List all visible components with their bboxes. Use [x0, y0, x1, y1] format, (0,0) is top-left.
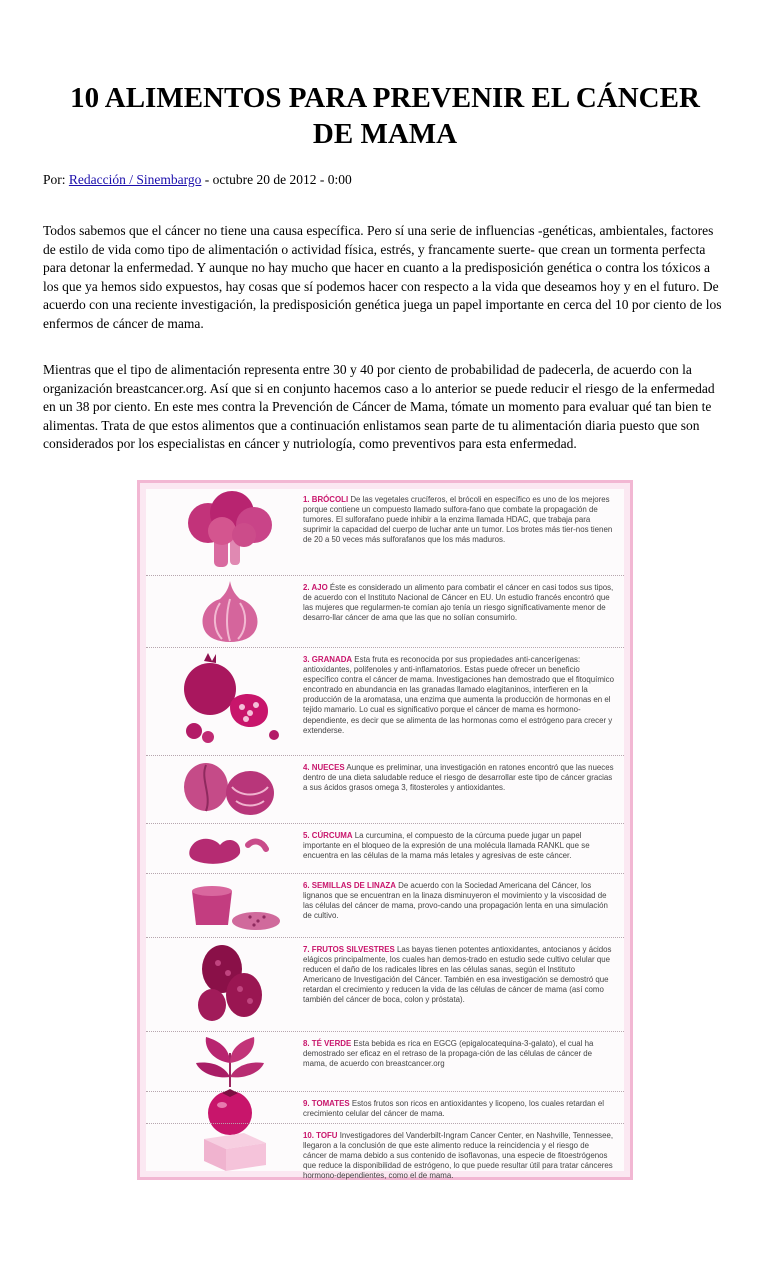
food-item-tomates	[146, 1093, 624, 1121]
food-description	[303, 1131, 614, 1181]
food-heading: 6. SEMILLAS DE LINAZA	[303, 881, 396, 890]
food-text: Esta fruta es reconocida por sus propiedades anti-cancerígenas: antioxidantes, polifenoles y anti-inflamatorios. Estas puede ofrecer un beneficio específico contra el cáncer de mama. Investigaciones han demostrado que el fitoquímico encontrado en abundancia en las granadas llamado elagitaninos, interfieren en la producción de la aromatasa, una enzima que aumenta la producción de hormonas en el tejido mamario. Lo cual es significativo porque el cáncer de mama es hormono-dependiente, es decir que se alimenta de las hormonas como el estrógeno para crecer y extenderse.	[303, 655, 614, 735]
food-heading: 8. TÉ VERDE	[303, 1039, 352, 1048]
article-title	[40, 80, 730, 152]
flaxseed-icon	[170, 875, 290, 935]
intro-paragraph: Todos sabemos que el cáncer no tiene una causa específica. Pero sí una serie de influencias -genéticas, ambientales, factores de estilo de vida como tipo de alimentación o actividad física, estrés, y francamente suerte- que crean un tormenta perfecta para detonar la enfermedad. Y aunque no hay mucho que hacer en cuanto a la predisposición genética o contra los tóxicos a los que ya hemos sido expuestos, hay cosas que sí podemos hacer con respecto a la vida que deseamos hoy y en el futuro. De acuerdo con una reciente investigación, la predisposición genética juega un papel importante en cerca del 10 por ciento de los enfermos de cáncer de mama.	[43, 223, 722, 331]
title-line-1: 10 ALIMENTOS PARA PREVENIR EL CÁNCER	[70, 82, 700, 114]
tomato-icon	[170, 1093, 290, 1121]
food-item-frutos-silvestres	[146, 939, 624, 1029]
food-text: Las bayas tienen potentes antioxidantes, antocianos y ácidos elágicos principalmente, los cuales han demos-trado en estudio sede cultivo celular que reducen el daño de los radicales libres en las células sanas, según el Instituto Americano de Investigación del Cáncer. También en esa investigación se demostró que retardan el crecimiento y reducen la vida de las células de cáncer de mama (así como también del cáncer de boca, colon y próstata).	[303, 945, 612, 1005]
food-item-ajo	[146, 577, 624, 645]
infographic-panel	[146, 489, 624, 1181]
food-description	[303, 831, 614, 861]
food-description	[303, 1099, 614, 1119]
divider	[146, 647, 624, 648]
food-heading: 7. FRUTOS SILVESTRES	[303, 945, 395, 954]
divider	[146, 575, 624, 576]
author-link[interactable]: Redacción / Sinembargo	[68, 172, 202, 187]
byline	[43, 171, 352, 189]
title-line-2: DE MAMA	[312, 118, 458, 150]
food-description	[303, 1039, 614, 1069]
food-text: Esta bebida es rica en EGCG (epigalocatequina-3-galato), el cual ha demostrado ser eficaz en el retraso de la propaga-ción de las células de cáncer de mama, de acuerdo con breastcancer.org	[303, 1039, 594, 1069]
divider	[146, 755, 624, 756]
food-heading: 10. TOFU	[303, 1131, 338, 1140]
food-item-nueces	[146, 757, 624, 821]
tofu-icon	[170, 1125, 290, 1177]
food-description	[303, 583, 614, 623]
berries-icon	[170, 939, 290, 1029]
pomegranate-icon	[170, 649, 290, 753]
food-item-te-verde	[146, 1033, 624, 1089]
byline-prefix: Por:	[43, 172, 69, 187]
food-heading: 9. TOMATES	[303, 1099, 350, 1108]
food-item-linaza	[146, 875, 624, 935]
food-item-curcuma	[146, 825, 624, 871]
food-description	[303, 655, 614, 736]
turmeric-icon	[170, 825, 290, 871]
food-description	[303, 945, 614, 1006]
food-text: Estos frutos son ricos en antioxidantes y licopeno, los cuales retardan el crecimiento celular del cáncer de mama.	[303, 1099, 605, 1119]
food-text: Investigadores del Vanderbilt-Ingram Cancer Center, en Nashville, Tennessee, llegaron a la conclusión de que este alimento reduce la reincidencia y el riesgo de cáncer de mama debido a sus contenido de isoflavonas, una especie de fitoestrógenos que reduce la disponibilidad de estrógeno, lo que puede resultar útil para tratar cánceres hormono-dependientes, como el de mama.	[303, 1131, 614, 1181]
food-heading: 3. GRANADA	[303, 655, 353, 664]
food-text: Aunque es preliminar, una investigación en ratones encontró que las nueces dentro de una dieta saludable reduce el riesgo de desarrollar este tipo de cáncer gracias a sus ácidos grasos omega 3, fitosteroles y antioxidantes.	[303, 763, 614, 793]
food-heading: 1. BRÓCOLI	[303, 495, 349, 504]
second-paragraph: Mientras que el tipo de alimentación representa entre 30 y 40 por ciento de probabilidad de padecerla, de acuerdo con la organización breastcancer.org. Así que si en conjunto hacemos caso a lo anterior se puede reducir el riesgo de la enfermedad en un 38 por ciento. En este mes contra la Prevención de Cáncer de Mama, tómate un momento para evaluar qué tan bien te alimentas. Trata de que estos alimentos que a continuación enlistamos sean parte de tu alimentación diaria puesto que son considerados por los especialistas en cáncer y nutriología, como preventivos para esta enfermedad.	[43, 362, 715, 452]
food-heading: 4. NUECES	[303, 763, 345, 772]
food-heading: 5. CÚRCUMA	[303, 831, 353, 840]
broccoli-icon	[170, 489, 290, 572]
food-description	[303, 763, 614, 793]
food-item-tofu	[146, 1125, 624, 1181]
divider	[146, 823, 624, 824]
divider	[146, 1031, 624, 1032]
food-text: La curcumina, el compuesto de la cúrcuma puede jugar un papel importante en el bloqueo de la expresión de una molécula llamada RANKL que se encuentra en las células de la mama más letales y agresivas de este cáncer.	[303, 831, 590, 861]
garlic-icon	[170, 577, 290, 645]
infographic	[137, 480, 633, 1180]
food-description	[303, 495, 614, 545]
divider	[146, 1123, 624, 1124]
walnut-icon	[170, 757, 290, 821]
food-text: De acuerdo con la Sociedad Americana del Cáncer, los lignanos que se encuentran en la linaza disminuyeron el movimiento y la viscosidad de las células del cáncer de mama, provo-cando una propagación lenta en una simulación de cultivo.	[303, 881, 608, 921]
divider	[146, 937, 624, 938]
food-text: Éste es considerado un alimento para combatir el cáncer en casi todos sus tipos, de acuerdo con el Instituto Nacional de Cáncer en EU. Un estudio francés encontró que las mujeres que regularmen-te comían ajo tenía un riesgo significativamente menor de desarro-llar cáncer de ama que las que no solían consumirlo.	[303, 583, 614, 623]
food-description	[303, 881, 614, 921]
food-item-brocoli	[146, 489, 624, 572]
divider	[146, 873, 624, 874]
food-heading: 2. AJO	[303, 583, 328, 592]
food-text: De las vegetales crucíferos, el brócoli en específico es uno de los mejores porque contiene un compuesto llamado sulfora-fano que combate la propagación de tumores. El sulforafano puede inhibir a la enzima llamada HDAC, que trabaja para suprimir la capacidad del cuerpo de luchar ante un tumor. Los brotes más tier-nos tienen de 20 a 50 veces más sulforafanos que los más maduros.	[303, 495, 613, 545]
tea-leaves-icon	[170, 1033, 290, 1089]
food-item-granada	[146, 649, 624, 753]
divider	[146, 1091, 624, 1092]
byline-date: - octubre 20 de 2012 - 0:00	[201, 172, 352, 187]
